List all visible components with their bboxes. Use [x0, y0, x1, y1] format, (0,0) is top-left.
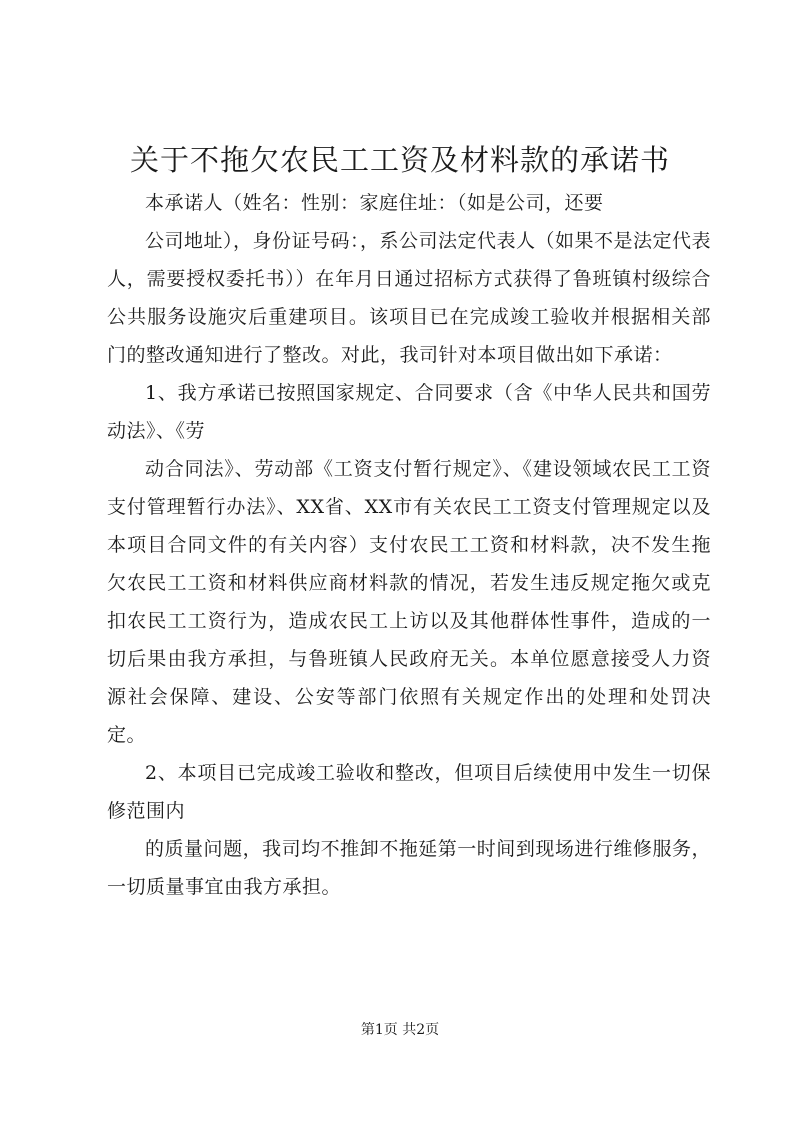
paragraph-project-background: 公司地址），身份证号码：，系公司法定代表人（如果不是法定代表人，需要授权委托书））在年月日通过招标方式获得了鲁班镇村级综合公共服务设施灾后重建项目。该项目已在完成竣工验收并根据相关部门的整改通知进行了整改。对此，我司针对本项目做出如下承诺：	[107, 230, 712, 366]
paragraph-promise-2-start: 2、本项目已完成竣工验收和整改，但项目后续使用中发生一切保修范围内	[107, 762, 711, 822]
document-body	[107, 184, 711, 906]
paragraph-promisor-info: 本承诺人（姓名：性别：家庭住址：（如是公司，还要	[145, 192, 604, 214]
paragraph-promise-1-body: 动合同法》、劳动部《工资支付暂行规定》、《建设领域农民工工资支付管理暂行办法》、XX省、XX市有关农民工工资支付管理规定以及本项目合同文件的有关内容）支付农民工工资和材料款，决不发生拖欠农民工工资和材料供应商材料款的情况，若发生违反规定拖欠或克扣农民工工资行为，造成农民工上访以及其他群体性事件，造成的一切后果由我方承担，与鲁班镇人民政府无关。本单位愿意接受人力资源社会保障、建设、公安等部门依照有关规定作出的处理和处罚决定。	[107, 458, 711, 746]
document-title: 关于不拖欠农民工工资及材料款的承诺书	[129, 143, 670, 177]
paragraph-promise-2-body: 的质量问题，我司均不推卸不拖延第一时间到现场进行维修服务，一切质量事宜由我方承担。	[107, 838, 711, 898]
page-number: 第1页 共2页	[360, 1022, 440, 1038]
paragraph-promise-1-start: 1、我方承诺已按照国家规定、合同要求（含《中华人民共和国劳动法》、《劳	[107, 382, 711, 442]
